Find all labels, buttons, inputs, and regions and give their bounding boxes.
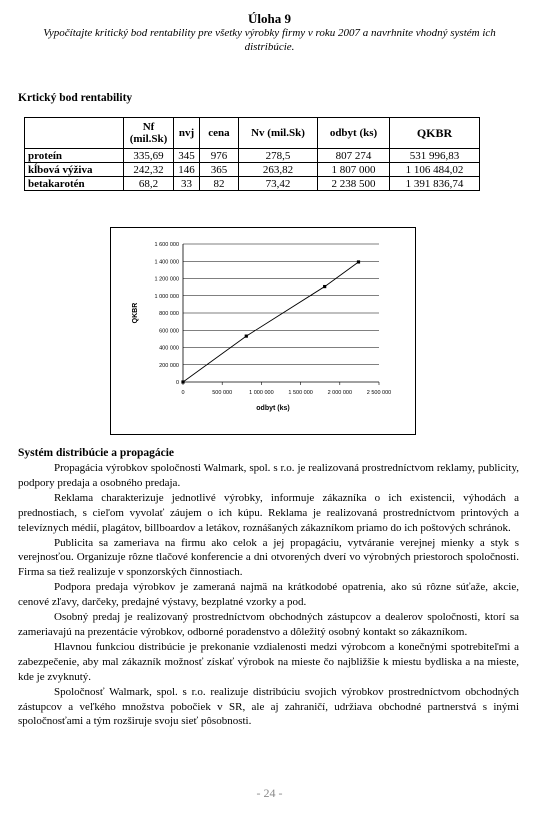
table-cell: proteín — [25, 149, 124, 163]
y-tick-label: 0 — [175, 380, 179, 386]
table-header-nvj: nvj — [174, 118, 200, 149]
table-cell: 82 — [200, 177, 239, 191]
table-cell: 73,42 — [239, 177, 318, 191]
table-row — [25, 149, 480, 163]
table-cell: 33 — [174, 177, 200, 191]
paragraph: Hlavnou funkciou distribúcie je prekonanie vzdialenosti medzi výrobcom a konečnými spotrebiteľmi a zabezpečenie, aby mal zákazník možnosť získať výrobok na mieste čo najbližšie k miestu bydliska a na mieste, kde je zvyknutý. — [18, 640, 519, 683]
y-tick-label: 1 600 000 — [154, 242, 179, 248]
table-cell: 345 — [174, 149, 200, 163]
table-header-nv: Nv (mil.Sk) — [239, 118, 318, 149]
x-tick-label: 500 000 — [212, 390, 233, 396]
table-header-nf-label: Nf (mil.Sk) — [129, 121, 168, 145]
x-tick-label: 0 — [181, 390, 185, 396]
table-row — [25, 177, 480, 191]
body-text — [18, 461, 519, 729]
x-tick-label: 1 500 000 — [288, 390, 313, 396]
paragraph: Podpora predaja výrobkov je zameraná najmä na krátkodobé opatrenia, ako sú rôzne súťaže, akcie, cenové zľavy, darčeky, predajné výstavy, bezplatné vzorky a pod. — [18, 581, 519, 609]
table-header-empty — [25, 118, 124, 149]
qkbr-chart — [111, 228, 415, 434]
chart-container — [110, 227, 416, 435]
paragraph: Osobný predaj je realizovaný prostredníctvom obchodných zástupcov a dealerov spoločnosti, ktorí sa zameriavajú na prezentácie výrobkov, odborné poradenstvo a dôležitý osobný kontakt so zákazníkom. — [18, 611, 519, 638]
table-cell: 531 996,83 — [390, 149, 480, 163]
y-tick-label: 800 000 — [159, 311, 179, 317]
table-cell: 365 — [200, 163, 239, 177]
table-header-nf — [124, 118, 174, 149]
y-tick-label: 400 000 — [159, 345, 179, 352]
paragraph: Spoločnosť Walmark, spol. s r.o. realizuje distribúciu svojich výrobkov prostredníctvom obchodných zástupcov a veľkého množstva pobočiek v SR, ale aj zahraničí, udržiava obchodné partnerstvá s inými spoločnosťami a tým rozširuje svoju sieť pôsobnosti. — [18, 685, 519, 728]
data-point — [357, 260, 360, 263]
table-cell: 68,2 — [124, 177, 174, 191]
x-axis-label: odbyt (ks) — [256, 405, 290, 412]
y-tick-label: 200 000 — [159, 362, 179, 369]
y-tick-label: 600 000 — [159, 328, 179, 335]
rentability-table — [24, 117, 480, 191]
table-cell: 1 807 000 — [318, 163, 390, 177]
task-title: Úloha 9 — [248, 11, 291, 26]
table-cell: 976 — [200, 149, 239, 163]
table-cell: 2 238 500 — [318, 177, 390, 191]
x-tick-label: 2 500 000 — [366, 390, 392, 396]
x-tick-label: 2 000 000 — [327, 390, 353, 396]
table-cell: betakarotén — [25, 177, 124, 191]
table-header-qkbr: QKBR — [390, 118, 480, 149]
table-cell: 278,5 — [239, 149, 318, 163]
series-line — [183, 262, 358, 382]
y-axis-label: QKBR — [132, 302, 139, 324]
section-heading-distribution: Systém distribúcie a propagácie — [18, 447, 174, 459]
table-cell: 1 391 836,74 — [390, 177, 480, 191]
section-heading-rentability: Krtický bod rentability — [18, 92, 133, 104]
table-cell: kĺbová výživa — [25, 163, 124, 177]
table-header-cena: cena — [200, 118, 239, 149]
data-point — [323, 285, 326, 288]
table-cell: 146 — [174, 163, 200, 177]
data-point — [245, 335, 248, 338]
x-tick-label: 1 000 000 — [249, 390, 274, 396]
table-row — [25, 163, 480, 177]
table-header-odbyt: odbyt (ks) — [318, 118, 390, 149]
task-description: Vypočítajte kritický bod rentability pre všetky výrobky firmy v roku 2007 a navrhnite vhodný systém ich distribúcie. — [43, 27, 496, 53]
table-cell: 807 274 — [318, 149, 390, 163]
y-tick-label: 1 400 000 — [154, 259, 179, 266]
paragraph: Publicita sa zameriava na firmu ako celok a jej propagáciu, vytváranie verejnej mienky a styk s verejnosťou. Organizuje rôzne tlačové konferencie a dni otvorených dverí vo výrobných priestoroch spoločnosti. Firma sa tiež realizuje v sponzorských činnostiach. — [18, 536, 519, 579]
table-cell: 335,69 — [124, 149, 174, 163]
y-tick-label: 1 000 000 — [154, 293, 179, 300]
table-header-row — [25, 118, 480, 149]
table-cell: 1 106 484,02 — [390, 163, 480, 177]
paragraph: Propagácia výrobkov spoločnosti Walmark, spol. s r.o. je realizovaná prostredníctvom reklamy, publicity, podpory predaja a osobného predaja. — [18, 462, 519, 489]
table-cell: 242,32 — [124, 163, 174, 177]
paragraph: Reklama charakterizuje jednotlivé výrobky, informuje zákazníka o ich existencii, výhodách a prednostiach, s cieľom vyvolať záujem o ich kúpu. Reklama je realizovaná prostredníctvom printových a televíznych médií, plagátov, billboardov a letákov, roznášaných zákazníkom priamo do ich poštových schránok. — [18, 491, 519, 534]
page-number: - 24 - — [256, 786, 283, 800]
data-point — [181, 380, 184, 383]
y-tick-label: 1 200 000 — [154, 276, 179, 283]
table-cell: 263,82 — [239, 163, 318, 177]
